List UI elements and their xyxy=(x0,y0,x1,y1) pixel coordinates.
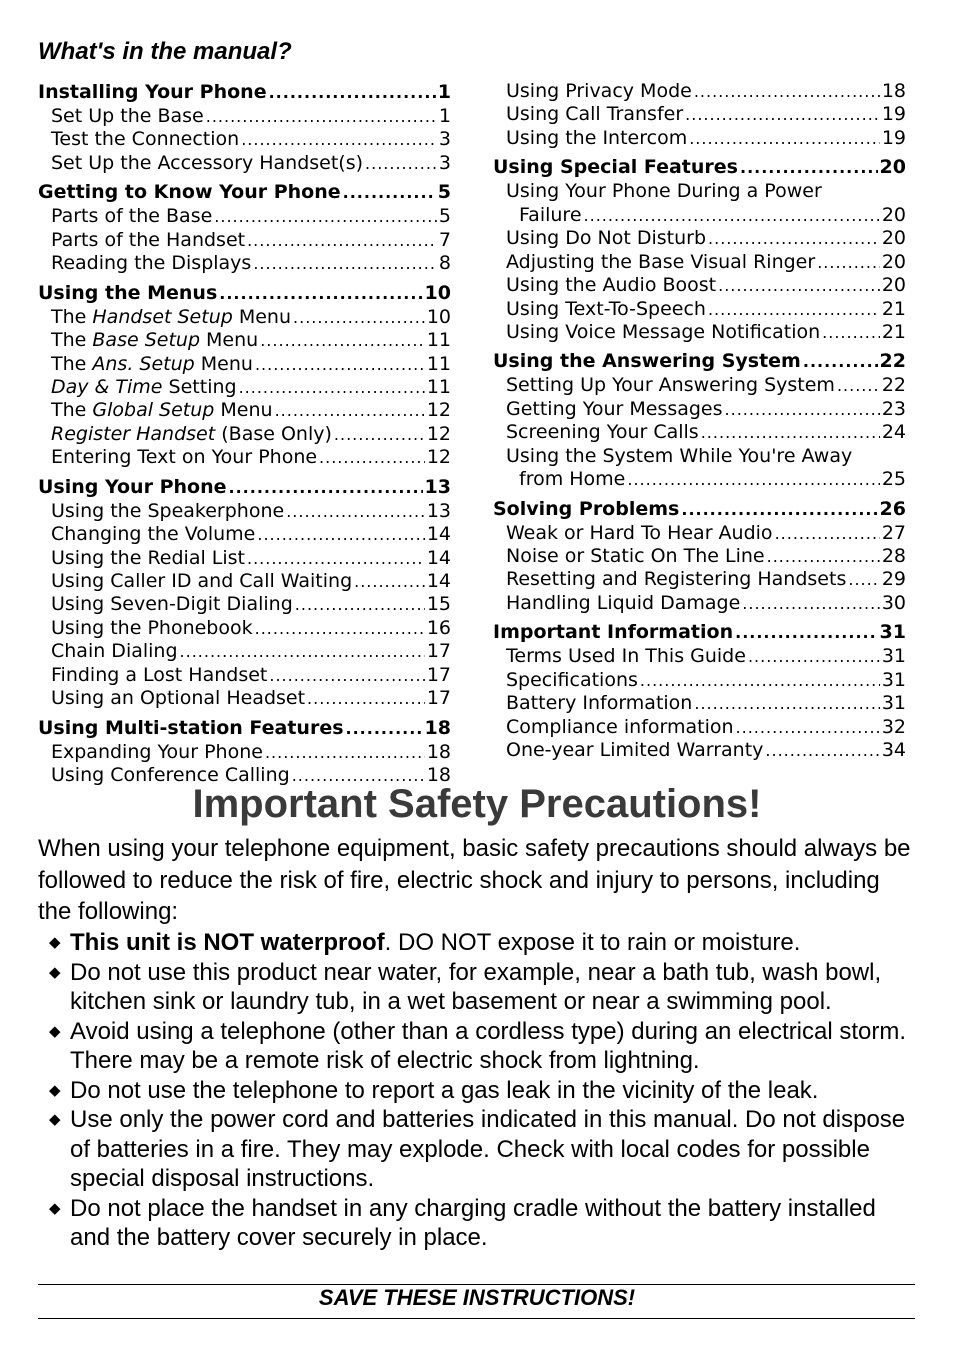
save-instructions: SAVE THESE INSTRUCTIONS! xyxy=(318,1285,636,1310)
toc-entry xyxy=(38,664,451,687)
toc-page-number: 22 xyxy=(879,350,906,373)
toc-entry-label: Battery Information xyxy=(506,692,693,715)
diamond-bullet-icon: ◆ xyxy=(49,1081,61,1099)
toc-entry-label: Using Caller ID and Call Waiting xyxy=(51,570,353,592)
toc-entry-label: Reading the Displays xyxy=(51,252,252,275)
toc-leader-dots xyxy=(260,329,425,352)
toc-entry-label: Using Conference Calling xyxy=(51,764,290,787)
toc-leader-dots xyxy=(765,739,879,762)
toc-entry-label: Getting to Know Your Phone xyxy=(38,181,341,204)
toc-entry-label: Finding a Lost Handset xyxy=(51,663,268,686)
toc-entry-label: Noise or Static On The Line xyxy=(506,545,765,567)
toc-page-number: 12 xyxy=(426,422,451,445)
toc-page-number: 29 xyxy=(881,568,906,591)
toc-leader-dots xyxy=(748,645,880,668)
toc-entry-label: Setting Up Your Answering System xyxy=(506,374,835,397)
diamond-bullet-icon: ◆ xyxy=(49,1199,61,1217)
toc-page-number: 18 xyxy=(426,740,451,763)
toc-page-number: 5 xyxy=(438,205,451,228)
toc-entry-label: Getting Your Messages xyxy=(506,397,723,420)
safety-bullet: ◆ This unit is NOT waterproof. DO NOT expose it to rain or moisture. xyxy=(49,929,801,956)
toc-entry-label: Failure xyxy=(519,203,582,226)
toc-entry xyxy=(38,547,451,570)
toc-section-entry xyxy=(38,475,451,500)
toc-entry-label: Handling Liquid Damage xyxy=(506,591,741,614)
toc-entry-label: Using Call Transfer xyxy=(506,103,684,126)
toc-entry-label: Using Text-To-Speech xyxy=(506,297,706,320)
toc-page-number: 13 xyxy=(426,499,451,522)
toc-entry xyxy=(38,105,451,128)
toc-entry xyxy=(493,645,906,668)
toc-entry-label: Using the System While You're Away xyxy=(506,444,853,467)
toc-leader-dots xyxy=(822,321,880,344)
toc-entry-label: The Global Setup Menu xyxy=(51,399,273,422)
toc-entry-label: Resetting and Registering Handsets xyxy=(506,568,847,591)
toc-leader-dots xyxy=(742,592,880,615)
toc-entry-label: Changing the Volume xyxy=(51,523,256,546)
toc-leader-dots xyxy=(253,252,437,275)
toc-leader-dots xyxy=(343,180,436,205)
toc-entry-label: Using the Phonebook xyxy=(51,616,253,639)
toc-column-left xyxy=(38,80,451,788)
toc-entry-label: Using Special Features xyxy=(493,156,738,179)
toc-leader-dots xyxy=(214,205,437,228)
toc-section-entry xyxy=(38,180,451,205)
toc-entry-label: Set Up the Base xyxy=(51,105,204,127)
toc-entry xyxy=(493,568,906,591)
toc-leader-dots xyxy=(275,399,425,422)
toc-entry-label: Entering Text on Your Phone xyxy=(51,446,318,469)
toc-page-number: 7 xyxy=(438,228,451,251)
toc-page-number: 19 xyxy=(881,126,906,149)
toc-leader-dots xyxy=(247,547,425,570)
toc-entry xyxy=(493,274,906,297)
toc-leader-dots xyxy=(354,570,425,593)
toc-page-number: 31 xyxy=(881,645,906,668)
toc-entry xyxy=(38,353,451,376)
toc-page-number: 21 xyxy=(881,320,906,343)
toc-leader-dots xyxy=(775,522,880,545)
toc-leader-dots xyxy=(694,692,879,715)
toc-leader-dots xyxy=(319,446,425,469)
toc-entry xyxy=(493,421,906,444)
toc-page-number: 24 xyxy=(881,421,906,444)
toc-leader-dots xyxy=(269,80,436,105)
toc-leader-dots xyxy=(627,468,879,491)
toc-section-entry xyxy=(493,497,906,522)
safety-title: Important Safety Precautions! xyxy=(192,782,762,826)
toc-entry-label: One-year Limited Warranty xyxy=(506,739,764,762)
toc-leader-dots xyxy=(239,376,425,399)
toc-entry-label: Using Your Phone During a Power xyxy=(506,180,822,203)
toc-entry-label: Solving Problems xyxy=(493,497,680,520)
toc-page-number: 12 xyxy=(426,399,451,422)
toc-page-number: 15 xyxy=(426,593,451,616)
safety-bullet: ◆ Do not place the handset in any charging cradle without the battery installed and the battery cover securely in place. xyxy=(49,1194,876,1251)
toc-page-number: 3 xyxy=(438,151,451,174)
safety-bullet: ◆ Avoid using a telephone (other than a cordless type) during an electrical storm. There may be a remote risk of electric shock from lightning. xyxy=(49,1017,907,1074)
toc-page-number: 16 xyxy=(426,616,451,639)
toc-entry-label: Using the Speakerphone xyxy=(51,499,285,522)
toc-page-number: 13 xyxy=(424,475,451,498)
toc-entry-label: Using Do Not Disturb xyxy=(506,227,707,250)
toc-entry xyxy=(38,687,451,710)
toc-page-number: 5 xyxy=(437,181,451,204)
toc-entry-label: Using the Answering System xyxy=(493,350,801,373)
toc-leader-dots xyxy=(293,306,425,329)
toc-leader-dots xyxy=(365,152,437,175)
safety-bullet: ◆ Use only the power cord and batteries indicated in this manual. Do not dispose of batteries in a fire. They may explode. Check with local codes for possible special disposal instructions. xyxy=(49,1106,906,1192)
toc-page-number: 19 xyxy=(881,103,906,126)
toc-page-number: 10 xyxy=(426,305,451,328)
toc-leader-dots xyxy=(286,500,425,523)
toc-entry xyxy=(493,468,906,491)
toc-entry xyxy=(38,252,451,275)
toc-page-number: 18 xyxy=(881,80,906,102)
toc-entry xyxy=(493,251,906,274)
toc-page-number: 20 xyxy=(881,274,906,297)
toc-entry xyxy=(493,227,906,250)
toc-leader-dots xyxy=(817,251,880,274)
diamond-bullet-icon: ◆ xyxy=(49,1022,61,1040)
toc-page-number: 31 xyxy=(881,692,906,715)
toc-page-number: 31 xyxy=(881,668,906,691)
toc-entry xyxy=(38,229,451,252)
toc-leader-dots xyxy=(255,617,425,640)
toc-entry-label: Compliance information xyxy=(506,715,734,738)
toc-section-entry xyxy=(38,716,451,741)
toc-entry xyxy=(38,593,451,616)
toc-page-number: 27 xyxy=(881,521,906,544)
diamond-bullet-icon: ◆ xyxy=(49,963,61,981)
toc-entry-label: The Handset Setup Menu xyxy=(51,305,292,328)
toc-entry-label: Specifications xyxy=(506,668,638,691)
toc-leader-dots xyxy=(725,398,880,421)
toc-entry-label: The Ans. Setup Menu xyxy=(51,352,253,375)
toc-entry xyxy=(493,398,906,421)
toc-leader-dots xyxy=(584,204,880,227)
safety-bullet: ◆ Do not use the telephone to report a gas leak in the vicinity of the leak. xyxy=(49,1076,819,1104)
toc-page-number: 11 xyxy=(426,329,451,352)
toc-entry xyxy=(493,321,906,344)
toc-page-number: 32 xyxy=(881,715,906,738)
toc-leader-dots xyxy=(257,523,424,546)
toc-page-number: 10 xyxy=(424,281,451,304)
toc-entry-label: Adjusting the Base Visual Ringer xyxy=(506,250,816,273)
toc-leader-dots xyxy=(708,298,880,321)
toc-entry xyxy=(38,128,451,151)
toc-entry-label: Terms Used In This Guide xyxy=(506,645,746,668)
toc-entry xyxy=(493,545,906,568)
toc-entry-label: Important Information xyxy=(493,621,734,644)
toc-leader-dots xyxy=(241,128,437,151)
toc-entry xyxy=(38,570,451,593)
toc-page-number: 18 xyxy=(426,764,451,787)
safety-bullet: ◆ Do not use this product near water, for example, near a bath tub, wash bowl, kitchen sink or laundry tub, in a wet basement or near a swimming pool. xyxy=(49,958,882,1015)
toc-entry xyxy=(38,399,451,422)
toc-page-number: 26 xyxy=(879,497,906,520)
toc-entry-label: Test the Connection xyxy=(51,128,240,151)
toc-heading: What's in the manual? xyxy=(38,38,292,65)
toc-page-number: 11 xyxy=(426,352,451,375)
toc-entry-label: Using an Optional Headset xyxy=(51,687,306,710)
toc-page-number: 20 xyxy=(881,250,906,273)
toc-leader-dots xyxy=(229,475,423,500)
toc-entry xyxy=(493,692,906,715)
toc-leader-dots xyxy=(206,105,437,128)
toc-entry xyxy=(38,446,451,469)
toc-leader-dots xyxy=(694,80,880,103)
toc-page-number: 30 xyxy=(881,591,906,614)
toc-entry xyxy=(493,716,906,739)
toc-leader-dots xyxy=(689,127,880,150)
toc-page-number: 22 xyxy=(881,374,906,397)
toc-leader-dots xyxy=(269,664,424,687)
toc-entry xyxy=(38,423,451,446)
toc-entry xyxy=(38,152,451,175)
toc-entry-label: Using Voice Message Notification xyxy=(506,320,821,343)
toc-leader-dots xyxy=(255,353,425,376)
toc-section-entry xyxy=(493,155,906,180)
toc-page-number: 28 xyxy=(881,545,906,567)
toc-entry-label: Set Up the Accessory Handset(s) xyxy=(51,151,364,174)
toc-page-number: 1 xyxy=(438,105,451,127)
diamond-bullet-icon: ◆ xyxy=(49,1111,61,1128)
toc-entry xyxy=(493,180,906,203)
toc-entry-label: Expanding Your Phone xyxy=(51,740,263,763)
toc-entry-label: Using Seven-Digit Dialing xyxy=(51,593,293,616)
toc-entry-label: Register Handset (Base Only) xyxy=(51,422,332,445)
toc-entry xyxy=(493,103,906,126)
toc-page-number: 21 xyxy=(881,297,906,320)
toc-entry-label: Parts of the Base xyxy=(51,205,213,228)
toc-page-number: 20 xyxy=(879,156,906,179)
toc-page-number: 14 xyxy=(426,570,451,592)
toc-entry-label: Day & Time Setting xyxy=(51,375,237,398)
toc-entry xyxy=(493,669,906,692)
toc-section-entry xyxy=(493,620,906,645)
toc-leader-dots xyxy=(640,669,880,692)
toc-leader-dots xyxy=(334,423,425,446)
toc-entry xyxy=(38,376,451,399)
toc-entry xyxy=(38,523,451,546)
toc-leader-dots xyxy=(767,545,880,568)
toc-page-number: 18 xyxy=(424,716,451,739)
toc-leader-dots xyxy=(736,716,880,739)
toc-entry xyxy=(493,445,906,468)
toc-entry-label: Using the Redial List xyxy=(51,546,245,569)
toc-entry-label: Weak or Hard To Hear Audio xyxy=(506,521,773,544)
toc-leader-dots xyxy=(681,497,877,522)
toc-entry-label: from Home xyxy=(519,468,626,491)
toc-page-number: 1 xyxy=(437,81,451,103)
toc-entry xyxy=(493,592,906,615)
toc-leader-dots xyxy=(708,227,880,250)
safety-intro: When using your telephone equipment, basic safety precautions should always be followed to reduce the risk of fire, electric shock and injury to persons, including the following: xyxy=(38,835,911,925)
toc-section-entry xyxy=(38,80,451,105)
toc-entry xyxy=(38,640,451,663)
toc-entry xyxy=(38,617,451,640)
toc-leader-dots xyxy=(701,421,880,444)
toc-entry-label: Installing Your Phone xyxy=(38,81,267,103)
toc-entry xyxy=(493,522,906,545)
toc-leader-dots xyxy=(295,593,425,616)
divider-bottom xyxy=(38,1318,915,1319)
toc-section-entry xyxy=(493,349,906,374)
safety-bullet-list xyxy=(38,928,918,1253)
toc-entry-label: Using the Intercom xyxy=(506,126,688,149)
toc-page-number: 31 xyxy=(879,621,906,644)
toc-page-number: 12 xyxy=(426,446,451,469)
toc-leader-dots xyxy=(247,229,437,252)
toc-page-number: 20 xyxy=(881,227,906,250)
toc-page-number: 20 xyxy=(881,203,906,226)
toc-entry-label: Using Your Phone xyxy=(38,475,227,498)
toc-page-number: 8 xyxy=(438,252,451,275)
toc-leader-dots xyxy=(848,568,879,591)
toc-page-number: 23 xyxy=(881,397,906,420)
toc-entry xyxy=(38,306,451,329)
toc-entry-label: Chain Dialing xyxy=(51,640,178,663)
toc-page-number: 3 xyxy=(438,128,451,151)
toc-leader-dots xyxy=(265,741,425,764)
toc-leader-dots xyxy=(307,687,425,710)
toc-leader-dots xyxy=(219,281,422,306)
toc-entry-label: Using the Menus xyxy=(38,281,218,304)
diamond-bullet-icon: ◆ xyxy=(49,934,61,951)
toc-leader-dots xyxy=(685,103,880,126)
toc-leader-dots xyxy=(735,620,877,645)
toc-page-number: 17 xyxy=(426,687,451,710)
toc-entry xyxy=(493,374,906,397)
toc-entry-label: Using Privacy Mode xyxy=(506,80,692,102)
toc-leader-dots xyxy=(718,274,880,297)
toc-entry xyxy=(493,127,906,150)
toc-entry-label: Parts of the Handset xyxy=(51,228,246,251)
toc-entry-label: Using Multi-station Features xyxy=(38,716,344,739)
toc-leader-dots xyxy=(740,155,878,180)
toc-leader-dots xyxy=(837,374,880,397)
toc-entry xyxy=(493,204,906,227)
toc-leader-dots xyxy=(180,640,425,663)
toc-page-number: 17 xyxy=(426,640,451,663)
toc-leader-dots xyxy=(346,716,423,741)
toc-section-entry xyxy=(38,281,451,306)
toc-page-number: 34 xyxy=(881,739,906,762)
toc-page-number: 14 xyxy=(426,546,451,569)
toc-page-number: 11 xyxy=(426,375,451,398)
toc-entry xyxy=(493,739,906,762)
toc-entry xyxy=(493,80,906,103)
toc-leader-dots xyxy=(803,349,878,374)
toc-entry-label: The Base Setup Menu xyxy=(51,329,259,352)
toc-entry xyxy=(38,329,451,352)
toc-entry-label: Using the Audio Boost xyxy=(506,274,717,297)
toc-entry-label: Screening Your Calls xyxy=(506,421,699,444)
toc-entry xyxy=(38,205,451,228)
toc-entry xyxy=(38,741,451,764)
toc-entry xyxy=(493,298,906,321)
toc-page-number: 25 xyxy=(881,468,906,491)
toc-column-right xyxy=(493,80,906,763)
toc-page-number: 14 xyxy=(426,523,451,546)
toc-entry xyxy=(38,500,451,523)
toc-page-number: 17 xyxy=(426,663,451,686)
